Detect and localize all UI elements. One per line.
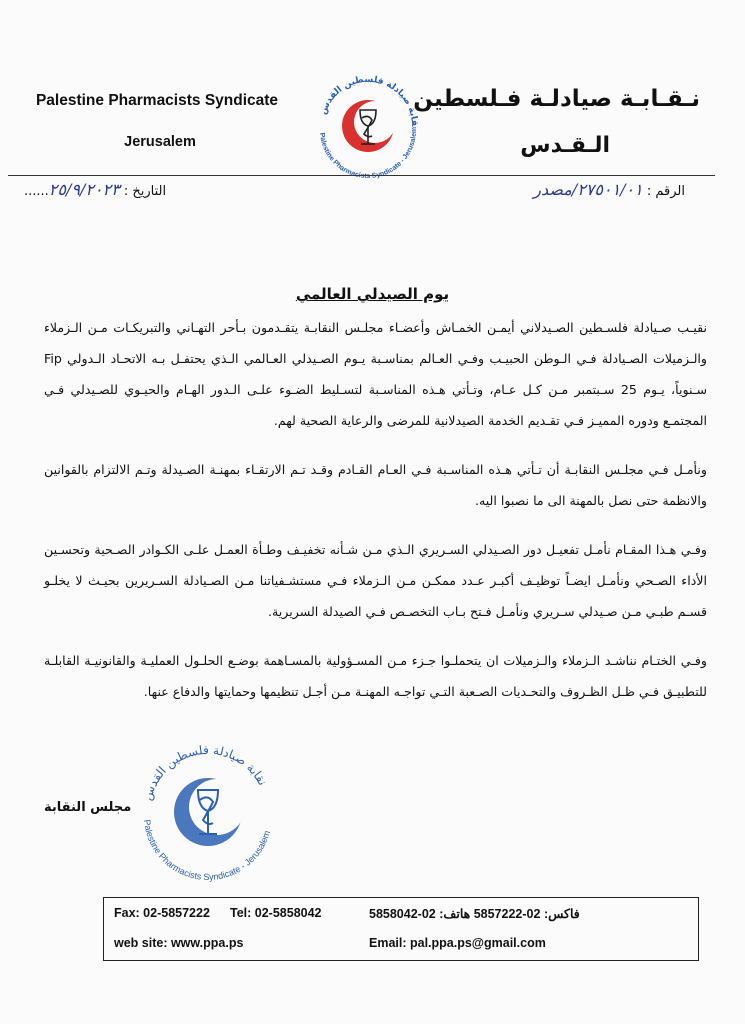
- paragraph: وفـي هـذا المقـام نأمـل تفعيـل دور الصـيدلي السـريري الـذي مـن شـأنه تخفيـف وطـأة العمـل علـى الكـوادر الصـحية وتحسـين الأداء الصـحي ونأمـل ايضـاً توظيـف أكبـر عـدد ممكـن مـن الـزملاء فـي مستشـفياتنا مـن الصـيادلة السـريرين بحيـث لا يخلـو قسـم طبـي مـن صـيدلي سـريري ونأمـل فـتح بـاب التخصـص فـي الصيدلة السريرية.: [44, 542, 707, 619]
- paragraph: وفـي الختـام نناشـد الـزملاء والـزميلات ان يتحملـوا جـزء مـن المسـؤولية بالمسـاهمة بوضـع الحلـول العمليـة والقانونيـة القابلـة للتطبيـق فـي ظـل الظـروف والتحـديات الصـعبة التـي تواجـه المهنـة مـن أجـل تنظيمها وحمايتها والدفاع عنها.: [44, 653, 707, 699]
- logo-arabic-text: قابة صيادلة فلسطين القدس: [318, 74, 420, 127]
- reference-number: [533, 180, 685, 199]
- logo-english-text: Palestine Pharmacists Syndicate - Jerusalem: [318, 126, 419, 181]
- paragraph: ونأمـل فـي مجلـس النقابـة أن تـأتي هـذه المناسـبة فـي العـام القـادم وقـد تـم الارتقـاء بمهنـة الصـيدلة وتـم الالتزام بالقوانين والانظمة حتى نصل بالمهنة الى ما نصبوا اليه.: [44, 462, 707, 508]
- fax-en: Fax: 02-5857222: [114, 906, 210, 920]
- email-link[interactable]: Email: pal.ppa.ps@gmail.com: [369, 936, 546, 950]
- syndicate-logo: [312, 70, 424, 182]
- document-date: التاريخ : ٢٥/٩/٢٠٢٣......: [24, 180, 167, 199]
- date-label: التاريخ :: [123, 184, 167, 199]
- website-link[interactable]: web site: www.ppa.ps: [114, 936, 244, 950]
- city-name-en: Jerusalem: [124, 134, 196, 150]
- contact-ar: فاكس: 02-5857222 هاتف: 02-5858042: [369, 907, 580, 921]
- syndicate-stamp: [134, 738, 282, 886]
- stamp-arabic-text: نقابة صيادلة فلسطين القدس: [140, 742, 270, 802]
- document-body: [44, 312, 707, 725]
- date-value: ٢٥/٩/٢٠٢٣: [48, 180, 120, 199]
- document-title: يوم الصيدلي العالمي: [295, 285, 450, 303]
- city-name-ar: الـقـدس: [520, 133, 610, 158]
- signature-label: مجلس النقابة: [44, 800, 132, 815]
- ref-value: ٢٧٥٠١/٠١/مصدر: [533, 180, 643, 199]
- ref-label: الرقم :: [646, 184, 685, 199]
- paragraph: نقيـب صـيادلة فلسـطين الصـيدلاني أيمـن الخمـاش وأعضـاء مجلـس النقابـة يتقـدمون بـأحر التهـاني والتبريكـات مـن الـزملاء والـزميلات الصـيادلة فـي الـوطن الحبيـب وفـي العـالم بمناسـبة يـوم الصـيدلي العـالمي الـذي يحتفـل بـه الاتحـاد الـدولي Fip سـنوياً، يـوم 25 سـبتمبر مـن كـل عـام، وتـأتي هـذه المناسـبة لتسـليط الضـوء علـى الـدور الهـام والحيـوي للصـيدلي فـي المجتمـع ودوره المميـز فـي تقـديم الخدمة الصيدلانية للمرضى والرعاية الصحية لهم.: [44, 320, 707, 428]
- org-name-ar: نـقـابـة صيادلـة فـلسطين: [413, 86, 700, 112]
- stamp-english-text: Palestine Pharmacists Syndicate - Jerusalem: [142, 819, 273, 883]
- tel-en: Tel: 02-5858042: [230, 906, 322, 920]
- header-divider: [8, 175, 715, 176]
- org-name-en: Palestine Pharmacists Syndicate: [35, 92, 279, 109]
- footer-contact-box: [103, 897, 699, 961]
